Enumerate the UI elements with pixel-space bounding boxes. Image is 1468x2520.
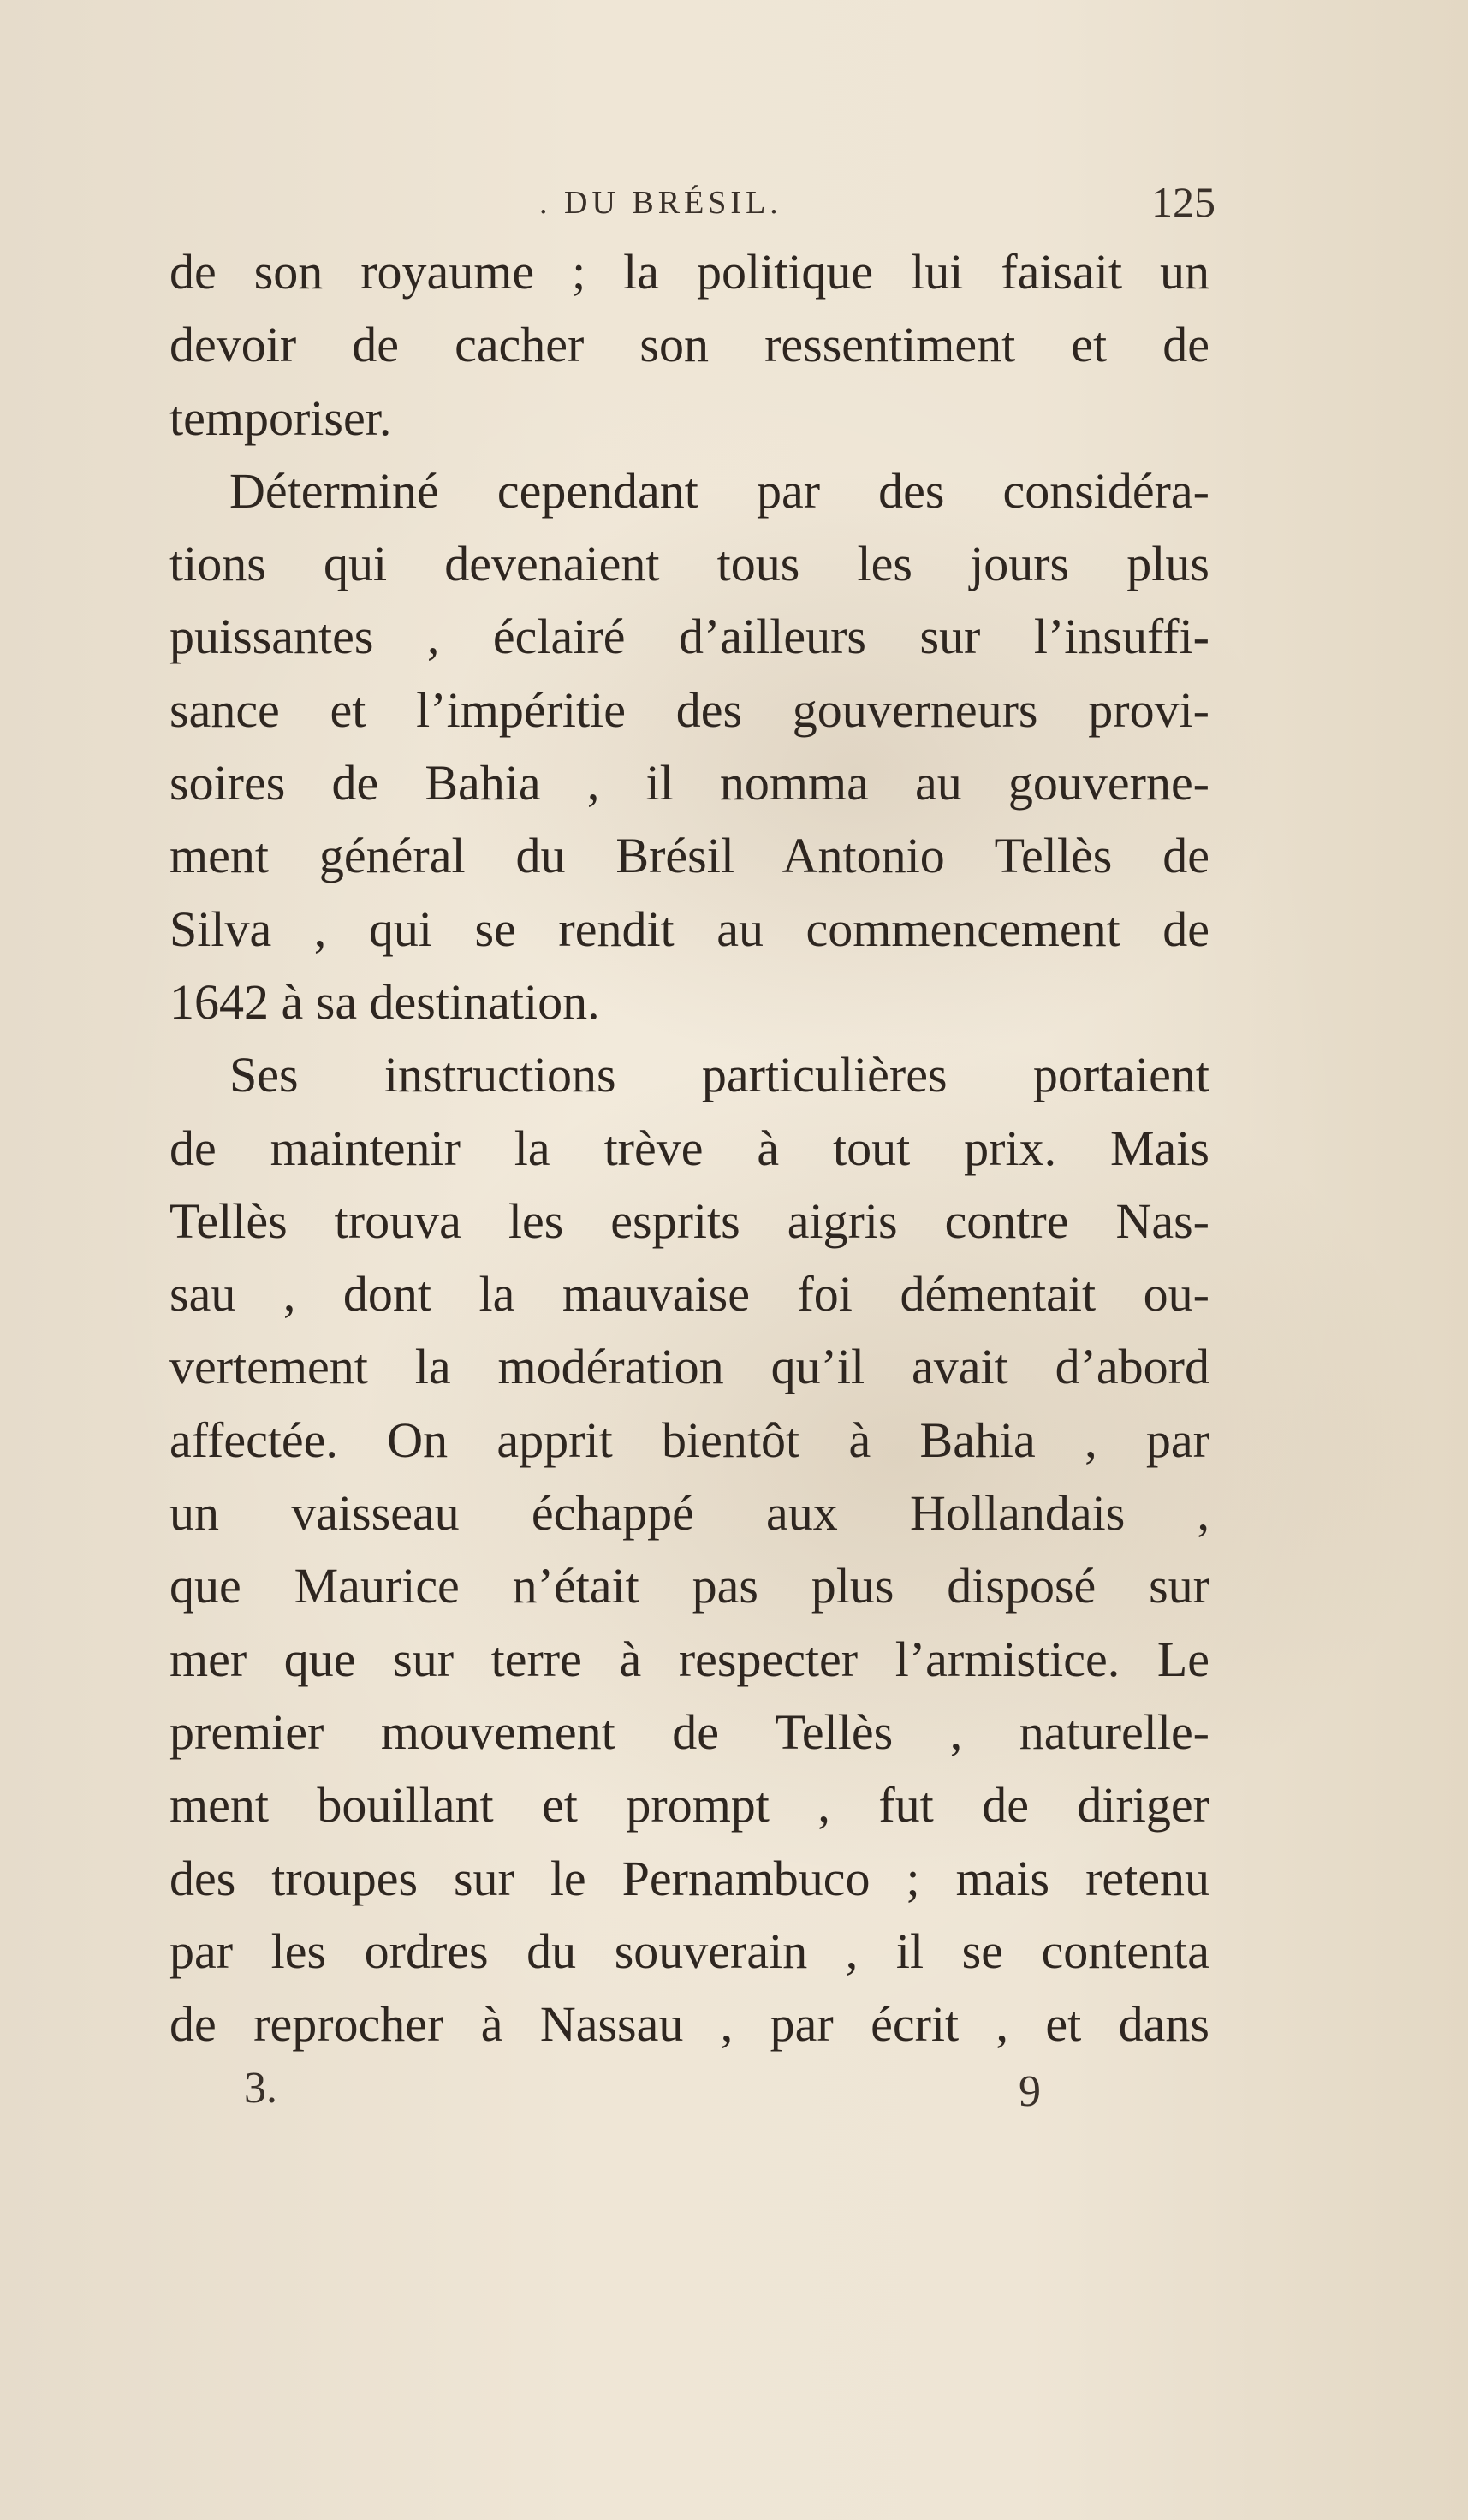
gathering-number: 9 — [1019, 2067, 1041, 2116]
text-line: Silva , qui se rendit au commencement de — [169, 900, 1209, 957]
text-line: temporiser. — [169, 389, 392, 446]
signature-mark: 3. — [244, 2064, 277, 2113]
text-line: Ses instructions particulières portaient — [229, 1047, 1209, 1103]
text-line: que Maurice n’était pas plus disposé sur — [169, 1558, 1209, 1614]
text-line: affectée. On apprit bientôt à Bahia , par — [169, 1412, 1209, 1468]
text-line: puissantes , éclairé d’ailleurs sur l’insuffi- — [169, 609, 1209, 665]
text-line: devoir de cacher son ressentiment et de — [169, 317, 1209, 373]
text-line: tions qui devenaient tous les jours plus — [169, 536, 1209, 592]
text-line: Déterminé cependant par des considéra- — [229, 462, 1209, 519]
text-line: de maintenir la trève à tout prix. Mais — [169, 1120, 1209, 1176]
text-line: ment général du Brésil Antonio Tellès de — [169, 828, 1209, 884]
text-line: Tellès trouva les esprits aigris contre Nas- — [169, 1192, 1209, 1249]
text-line: ment bouillant et prompt , fut de diriger — [169, 1777, 1209, 1834]
text-line: vertement la modération qu’il avait d’abord — [169, 1339, 1209, 1395]
text-line: premier mouvement de Tellès , naturelle- — [169, 1703, 1209, 1760]
page-number: 125 — [1151, 178, 1215, 226]
page-header — [171, 178, 1215, 235]
text-line: sau , dont la mauvaise foi démentait ou- — [169, 1266, 1209, 1322]
text-line: mer que sur terre à respecter l’armistice. Le — [169, 1631, 1209, 1687]
text-line: 1642 à sa destination. — [169, 973, 600, 1030]
text-line: de reprocher à Nassau , par écrit , et dans — [169, 1996, 1209, 2053]
text-line: un vaisseau échappé aux Hollandais , — [169, 1485, 1209, 1542]
body-text — [169, 235, 1209, 2060]
text-line: des troupes sur le Pernambuco ; mais retenu — [169, 1850, 1209, 1906]
text-line: soires de Bahia , il nomma au gouverne- — [169, 755, 1209, 811]
text-line: de son royaume ; la politique lui faisait un — [169, 244, 1209, 300]
text-line: sance et l’impéritie des gouverneurs provi- — [169, 681, 1209, 738]
running-head: . DU BRÉSIL. — [539, 185, 782, 221]
page-footer — [171, 2063, 1215, 2123]
text-line: par les ordres du souverain , il se contenta — [169, 1923, 1209, 1979]
